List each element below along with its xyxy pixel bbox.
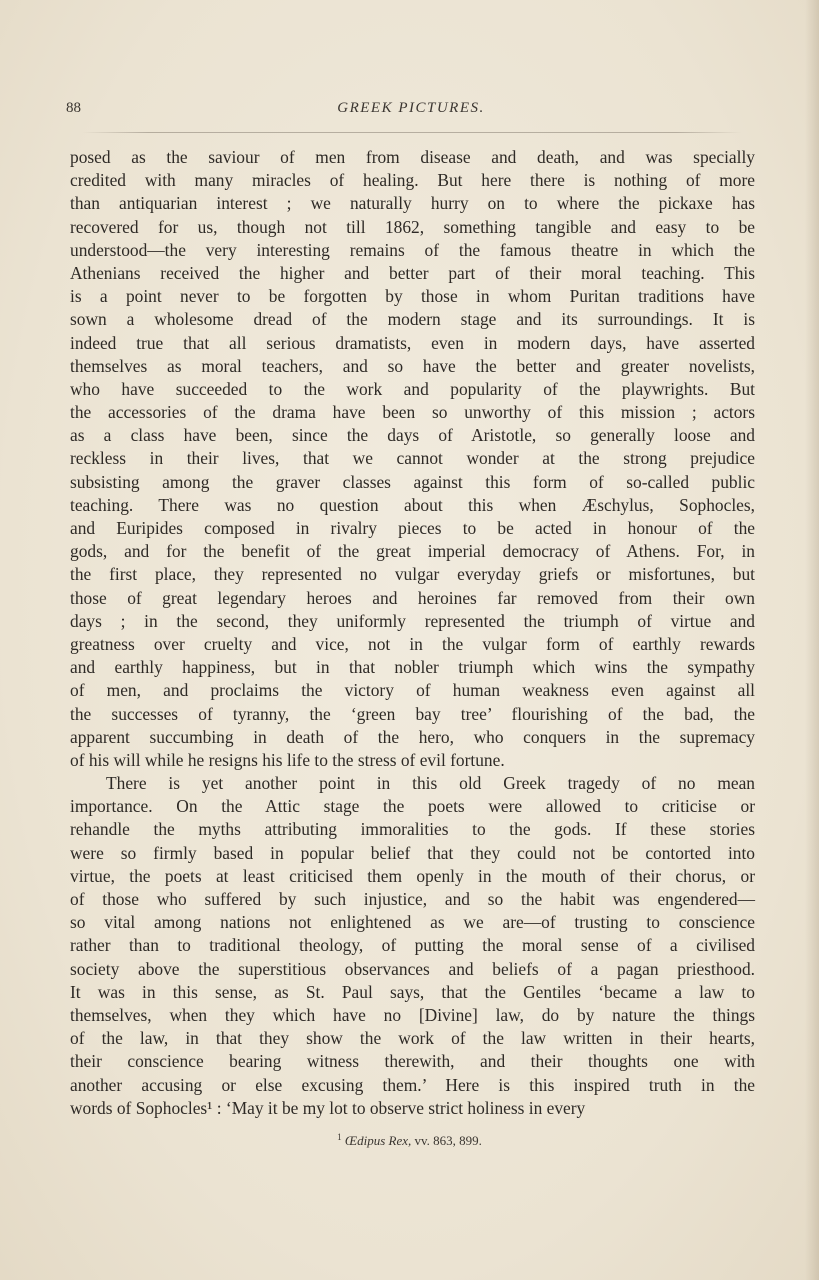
paragraph-2	[70, 772, 755, 1120]
text-line: subsisting among the graver classes against this form of so-called public	[70, 471, 755, 492]
text-line: greatness over cruelty and vice, not in the vulgar form of earthly rewards	[70, 633, 755, 654]
text-line: posed as the saviour of men from disease and death, and was specially	[70, 147, 755, 167]
text-line: teaching. There was no question about this when Æschylus, Sophocles,	[70, 494, 755, 515]
text-line: the accessories of the drama have been so unworthy of this mission ; actors	[70, 402, 755, 423]
text-line: indeed true that all serious dramatists, even in modern days, have asserted	[70, 332, 755, 353]
text-line: sown a wholesome dread of the modern stage and its surroundings. It is	[70, 309, 755, 330]
text-line: themselves, when they which have no [Divine] law, do by nature the things	[70, 1004, 755, 1025]
text-line: virtue, the poets at least criticised them openly in the mouth of their chorus, or	[70, 865, 755, 886]
text-line: rather than to traditional theology, of putting the moral sense of a civilised	[70, 935, 755, 956]
text-line: of the law, in that they show the work of the law written in their hearts,	[70, 1028, 755, 1049]
text-line: There is yet another point in this old Greek tragedy of no mean	[106, 773, 755, 794]
running-title: GREEK PICTURES.	[337, 100, 485, 116]
text-line: recovered for us, though not till 1862, something tangible and easy to be	[70, 216, 755, 237]
footnote-marker: 1	[337, 1132, 342, 1142]
text-line: understood—the very interesting remains of the famous theatre in which the	[70, 239, 755, 260]
text-line: so vital among nations not enlightened as we are—of trusting to conscience	[70, 912, 755, 933]
page-number: 88	[66, 100, 81, 116]
text-line: the successes of tyranny, the ‘green bay tree’ flourishing of the bad, the	[70, 703, 755, 724]
text-line: were so firmly based in popular belief that they could not be contorted into	[70, 842, 755, 863]
text-line: another accusing or else excusing them.’ Here is this inspired truth in the	[70, 1074, 755, 1095]
text-line: rehandle the myths attributing immoralities to the gods. If these stories	[70, 819, 755, 840]
footnote	[0, 1132, 819, 1149]
text-line: gods, and for the benefit of the great imperial democracy of Athens. For, in	[70, 541, 755, 562]
text-line: days ; in the second, they uniformly represented the triumph of virtue and	[70, 610, 755, 631]
page-header	[66, 100, 756, 122]
page-edge-shadow	[805, 0, 819, 1280]
text-line: of men, and proclaims the victory of human weakness even against all	[70, 680, 755, 701]
paragraph-1	[70, 146, 755, 772]
text-line: apparent succumbing in death of the hero, who conquers in the supremacy	[70, 726, 755, 747]
text-line: themselves as moral teachers, and so have the better and greater novelists,	[70, 355, 755, 376]
text-line: who have succeeded to the work and popularity of the playwrights. But	[70, 378, 755, 399]
header-rule	[82, 132, 742, 133]
text-line: It was in this sense, as St. Paul says, that the Gentiles ‘became a law to	[70, 981, 755, 1002]
text-line: the first place, they represented no vulgar everyday griefs or misfortunes, but	[70, 564, 755, 585]
text-line: of his will while he resigns his life to the stress of evil fortune.	[70, 749, 505, 770]
text-line: importance. On the Attic stage the poets were allowed to criticise or	[70, 796, 755, 817]
text-line: their conscience bearing witness therewith, and their thoughts one with	[70, 1051, 755, 1072]
text-line: of those who suffered by such injustice, and so the habit was engendered—	[70, 889, 755, 909]
text-line: as a class have been, since the days of Aristotle, so generally loose and	[70, 425, 755, 446]
text-line: is a point never to be forgotten by those in whom Puritan traditions have	[70, 286, 755, 307]
text-line: than antiquarian interest ; we naturally hurry on to where the pickaxe has	[70, 193, 755, 214]
text-line: society above the superstitious observances and beliefs of a pagan priesthood.	[70, 958, 755, 979]
text-line: words of Sophocles¹ : ‘May it be my lot to observe strict holiness in every	[70, 1097, 586, 1118]
text-line: Athenians received the higher and better part of their moral teaching. This	[70, 262, 755, 283]
text-line: reckless in their lives, that we cannot wonder at the strong prejudice	[70, 448, 755, 469]
footnote-work-title: Œdipus Rex,	[344, 1133, 412, 1148]
text-line: credited with many miracles of healing. But here there is nothing of more	[70, 170, 755, 191]
body-text	[70, 146, 755, 1120]
footnote-reference: vv. 863, 899.	[414, 1133, 482, 1148]
text-line: those of great legendary heroes and heroines far removed from their own	[70, 587, 755, 608]
text-line: and Euripides composed in rivalry pieces to be acted in honour of the	[70, 518, 755, 538]
text-line: and earthly happiness, but in that nobler triumph which wins the sympathy	[70, 657, 755, 678]
